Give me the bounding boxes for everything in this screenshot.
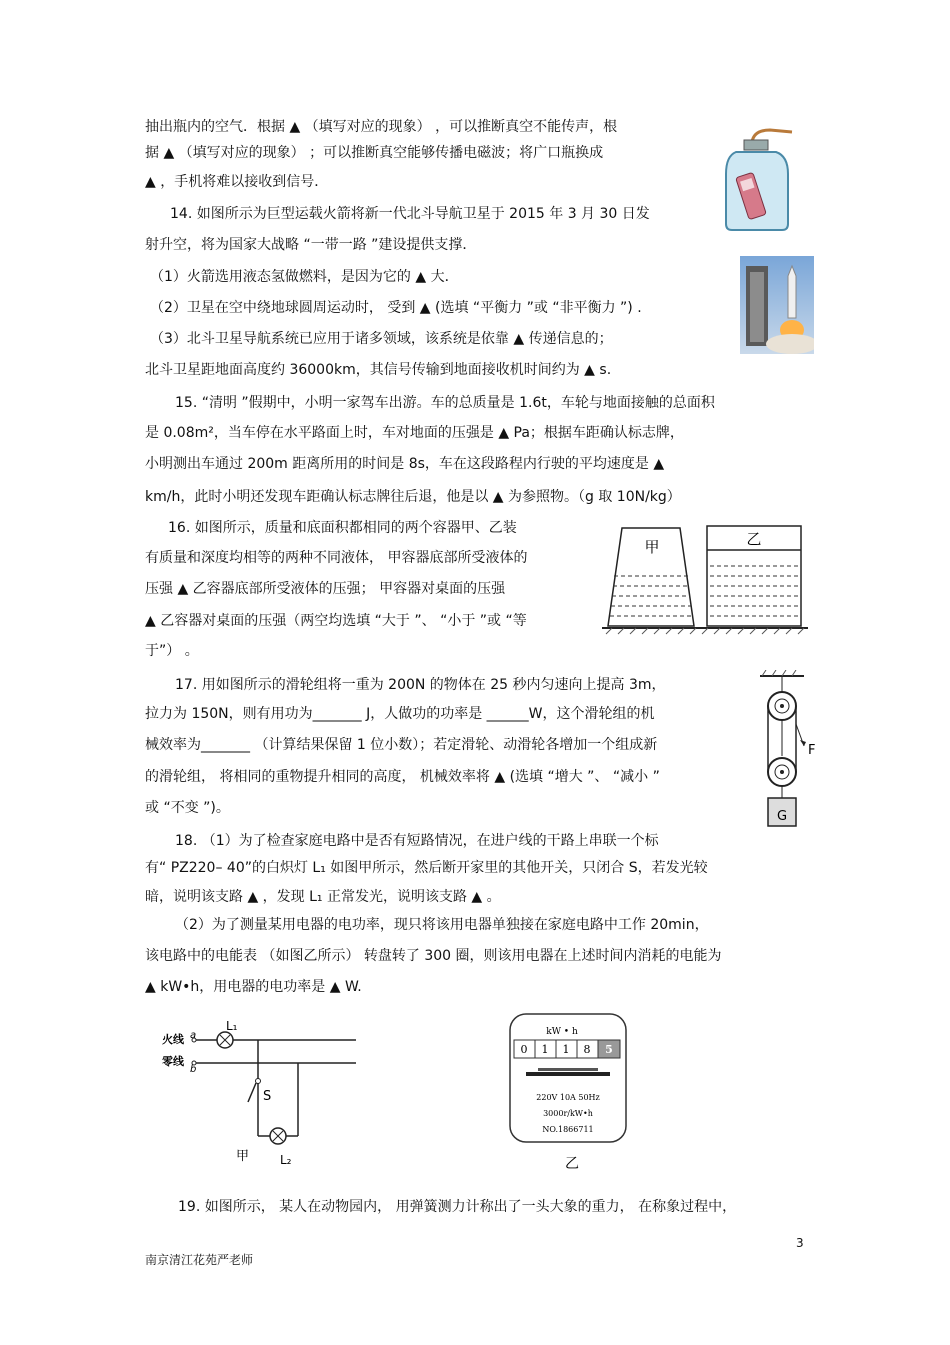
text-line: 小明测出车通过 200m 距离所用的时间是 8s，车在这段路程内行驶的平均速度是 ▲: [145, 456, 665, 472]
footer-text: 南京清江花苑严老师: [145, 1253, 254, 1267]
text-line: 16. 如图所示，质量和底面积都相同的两个容器甲、乙装: [168, 520, 517, 536]
text-line: 压强 ▲ 乙容器底部所受液体的压强； 甲容器对桌面的压强: [145, 581, 506, 597]
bell-jar-phone-figure: [722, 124, 808, 234]
text-line: 14. 如图所示为巨型运载火箭将新一代北斗导航卫星于 2015 年 3 月 30 日发: [170, 206, 650, 222]
text-line: （3）北斗卫星导航系统已应用于诸多领域，该系统是依靠 ▲ 传递信息的；: [150, 331, 613, 347]
l2-label: L₂: [280, 1153, 292, 1167]
l1-label: L₁: [226, 1019, 238, 1033]
neutral-wire-label: 零线: [162, 1055, 184, 1068]
text-line: 15. “清明 ”假期中，小明一家驾车出游。车的总质量是 1.6t，车轮与地面接触的总面积: [175, 395, 715, 411]
node-b-label: b: [190, 1064, 197, 1075]
text-line: 有质量和深度均相等的两种不同液体， 甲容器底部所受液体的: [145, 550, 528, 566]
text-line: （1）火箭选用液态氢做燃料，是因为它的 ▲ 大．: [150, 269, 459, 285]
text-line: 于”） 。: [145, 643, 199, 659]
pulley-weight-label: G: [776, 809, 788, 824]
text-line: 是 0.08m²，当车停在水平路面上时，车对地面的压强是 ▲ Pa；根据车距确认标志牌，: [145, 425, 684, 441]
text-line: 该电路中的电能表 （如图乙所示） 转盘转了 300 圈，则该用电器在上述时间内消耗的电能为: [145, 948, 722, 964]
meter-caption: 乙: [565, 1156, 579, 1172]
meter-unit-label: kW • h: [546, 1027, 578, 1037]
text-line: 18. （1）为了检查家庭电路中是否有短路情况，在进户线的干路上串联一个标: [175, 833, 659, 849]
meter-digit: 0: [520, 1043, 528, 1056]
text-line: 有“ PZ220– 40”的白炽灯 L₁ 如图甲所示，然后断开家里的其他开关，只闭合 S，若发光较: [145, 860, 708, 876]
switch-s-label: S: [263, 1089, 272, 1104]
meter-digit: 8: [583, 1043, 591, 1056]
meter-digit-red: 5: [605, 1043, 613, 1056]
pulley-force-label: F: [808, 743, 816, 758]
text-line: 拉力为 150N，则有用功为_______ J，人做功的功率是 ______W，这个滑轮组的机: [145, 706, 655, 722]
page-number: 3: [796, 1236, 804, 1250]
node-a-label: a: [190, 1030, 197, 1041]
container-b-label: 乙: [746, 530, 762, 548]
text-line: 19. 如图所示， 某人在动物园内， 用弹簧测力计称出了一头大象的重力， 在称象过程中，: [178, 1199, 737, 1215]
containers-figure: [600, 520, 812, 636]
text-line: 抽出瓶内的空气．根据 ▲ （填写对应的现象） ，可以推断真空不能传声，根: [145, 119, 618, 135]
container-a-label: 甲: [644, 538, 660, 556]
circuit-caption: 甲: [236, 1149, 250, 1164]
meter-revolution-label: 3000r/kW•h: [543, 1109, 593, 1118]
electric-meter-figure: [506, 1010, 630, 1176]
meter-serial-label: NO.1866711: [542, 1125, 594, 1134]
meter-digit: 1: [541, 1043, 549, 1056]
text-line: 械效率为_______ （计算结果保留 1 位小数）；若定滑轮、动滑轮各增加一个组成新: [145, 737, 658, 753]
text-line: 北斗卫星距地面高度约 36000km，其信号传输到地面接收机时间约为 ▲ s.: [145, 362, 612, 378]
text-line: （2）卫星在空中绕地球圆周运动时， 受到 ▲ (选填 “平衡力 ”或 “非平衡力 ”) .: [150, 300, 642, 316]
text-line: 的滑轮组， 将相同的重物提升相同的高度， 机械效率将 ▲ (选填 “增大 ”、 “减小 ”: [145, 769, 660, 785]
live-wire-label: 火线: [162, 1033, 184, 1046]
text-line: km/h，此时小明还发现车距确认标志牌往后退，他是以 ▲ 为参照物。（g 取 10N/kg）: [145, 489, 681, 505]
rocket-launch-figure: [740, 256, 814, 354]
text-line: 或 “不变 ”)。: [145, 800, 230, 816]
pulley-figure: [752, 670, 816, 830]
text-line: 据 ▲ （填写对应的现象） ；可以推断真空能够传播电磁波；将广口瓶换成: [145, 145, 604, 161]
text-line: ▲ 乙容器对桌面的压强（两空均选填 “大于 ”、 “小于 ”或 “等: [145, 613, 527, 629]
text-line: （2）为了测量某用电器的电功率，现只将该用电器单独接在家庭电路中工作 20min，: [175, 917, 709, 933]
meter-spec-label: 220V 10A 50Hz: [536, 1093, 600, 1102]
text-line: 17. 用如图所示的滑轮组将一重为 200N 的物体在 25 秒内匀速向上提高 3m，: [175, 677, 666, 693]
circuit-figure: [160, 1018, 360, 1168]
text-line: ▲ ，手机将难以接收到信号．: [145, 174, 329, 190]
text-line: 射升空，将为国家大战略 “一带一路 ”建设提供支撑．: [145, 237, 477, 253]
meter-digit: 1: [562, 1043, 570, 1056]
text-line: 暗，说明该支路 ▲ ，发现 L₁ 正常发光，说明该支路 ▲ 。: [145, 889, 501, 905]
text-line: ▲ kW•h，用电器的电功率是 ▲ W.: [145, 979, 362, 995]
